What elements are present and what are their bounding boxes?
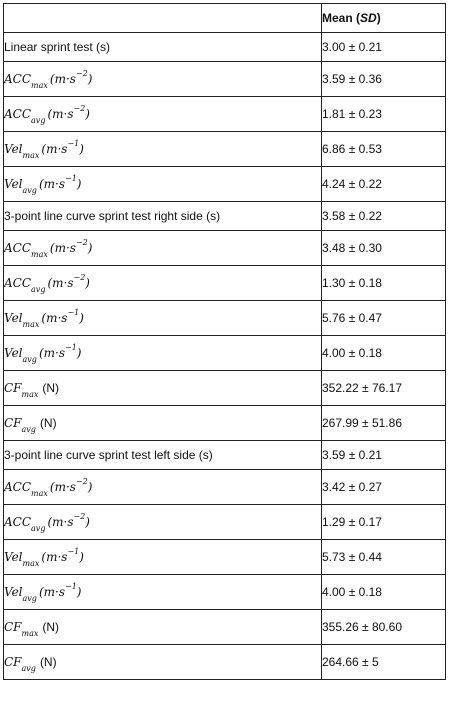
- metric-exponent: −2: [75, 237, 88, 247]
- section-value: 3.00 ± 0.21: [322, 33, 446, 62]
- metric-value: 3.59 ± 0.36: [322, 62, 446, 97]
- metric-unit: (m·s: [41, 141, 68, 156]
- metric-symbol: CF: [4, 415, 22, 430]
- metric-subscript: max: [22, 558, 40, 568]
- metric-label: [4, 406, 322, 441]
- metric-exponent: −1: [64, 581, 77, 591]
- metric-label: [4, 266, 322, 301]
- metric-subscript: avg: [21, 663, 36, 673]
- metric-subscript: avg: [22, 593, 37, 603]
- metric-exponent: −1: [67, 307, 80, 317]
- metric-unit: (m·s: [47, 106, 74, 121]
- metric-symbol: Vel: [4, 310, 23, 325]
- metric-exponent: −1: [67, 138, 80, 148]
- metric-subscript: avg: [31, 115, 46, 125]
- metric-subscript: max: [22, 150, 40, 160]
- metric-row: [4, 575, 446, 610]
- metric-subscript: avg: [21, 424, 36, 434]
- metric-label: [4, 132, 322, 167]
- metric-unit: (N): [39, 415, 57, 430]
- metric-value: 355.26 ± 80.60: [322, 610, 446, 645]
- metric-subscript: max: [21, 628, 39, 638]
- metric-symbol: Vel: [4, 584, 23, 599]
- metric-exponent: −1: [64, 173, 77, 183]
- metric-unit-close: ): [85, 275, 90, 290]
- metric-label: [4, 231, 322, 266]
- metric-symbol: CF: [4, 380, 22, 395]
- metric-subscript: max: [31, 488, 48, 498]
- metric-row: [4, 610, 446, 645]
- metric-symbol: ACC: [4, 275, 32, 290]
- metric-row: [4, 266, 446, 301]
- metric-exponent: −2: [75, 476, 88, 486]
- section-label: 3-point line curve sprint test right side (s): [4, 202, 322, 231]
- metric-unit: (m·s: [49, 240, 76, 255]
- metric-unit: (m·s: [41, 549, 68, 564]
- metric-unit: (N): [39, 654, 57, 669]
- metric-unit: (m·s: [47, 514, 74, 529]
- metric-subscript: avg: [22, 185, 37, 195]
- metric-row: [4, 371, 446, 406]
- metric-unit: (m·s: [41, 310, 68, 325]
- metric-unit: (m·s: [49, 479, 76, 494]
- metric-exponent: −1: [67, 546, 80, 556]
- metric-unit-close: ): [85, 106, 90, 121]
- metric-unit-close: ): [79, 549, 84, 564]
- metric-value: 4.24 ± 0.22: [322, 167, 446, 202]
- metric-unit-close: ): [87, 240, 93, 255]
- metric-value: 264.66 ± 5: [322, 645, 446, 680]
- metric-value: 5.73 ± 0.44: [322, 540, 446, 575]
- section-value: 3.59 ± 0.21: [322, 441, 446, 470]
- metric-label: [4, 62, 322, 97]
- metric-subscript: avg: [22, 354, 37, 364]
- metric-label: [4, 505, 322, 540]
- metric-unit: (N): [42, 380, 60, 395]
- metric-label: [4, 301, 322, 336]
- header-label-cell: [4, 4, 322, 33]
- metric-row: [4, 97, 446, 132]
- metric-value: 1.30 ± 0.18: [322, 266, 446, 301]
- metric-symbol: Vel: [4, 141, 23, 156]
- metric-symbol: CF: [4, 619, 22, 634]
- section-row: [4, 441, 446, 470]
- metric-row: [4, 540, 446, 575]
- metric-label: [4, 540, 322, 575]
- metric-symbol: ACC: [4, 106, 32, 121]
- header-mean: Mean (: [322, 11, 361, 25]
- metric-row: [4, 336, 446, 371]
- metric-symbol: CF: [4, 654, 22, 669]
- metric-subscript: max: [31, 80, 48, 90]
- table-body: [4, 33, 446, 680]
- metric-unit: (m·s: [49, 71, 76, 86]
- metric-value: 3.42 ± 0.27: [322, 470, 446, 505]
- section-label: Linear sprint test (s): [4, 33, 322, 62]
- metric-unit-close: ): [79, 141, 84, 156]
- metric-value: 352.22 ± 76.17: [322, 371, 446, 406]
- metric-row: [4, 645, 446, 680]
- metric-exponent: −2: [75, 68, 88, 78]
- metric-symbol: Vel: [4, 345, 23, 360]
- metric-symbol: ACC: [4, 71, 32, 86]
- metric-label: [4, 371, 322, 406]
- metric-unit: (m·s: [38, 176, 65, 191]
- metric-label: [4, 610, 322, 645]
- metric-value: 1.81 ± 0.23: [322, 97, 446, 132]
- metric-subscript: max: [21, 389, 39, 399]
- metric-exponent: −2: [73, 511, 86, 521]
- metric-unit-close: ): [76, 584, 82, 599]
- metric-row: [4, 167, 446, 202]
- metric-unit-close: ): [85, 514, 90, 529]
- metric-unit-close: ): [79, 310, 84, 325]
- metric-row: [4, 470, 446, 505]
- metric-row: [4, 505, 446, 540]
- metric-row: [4, 231, 446, 266]
- metric-row: [4, 62, 446, 97]
- metric-label: [4, 97, 322, 132]
- metric-value: 4.00 ± 0.18: [322, 336, 446, 371]
- metric-label: [4, 470, 322, 505]
- metric-label: [4, 167, 322, 202]
- section-value: 3.58 ± 0.22: [322, 202, 446, 231]
- metric-label: [4, 336, 322, 371]
- metric-symbol: ACC: [4, 514, 32, 529]
- metric-label: [4, 575, 322, 610]
- metric-unit-close: ): [87, 71, 93, 86]
- metric-subscript: avg: [31, 523, 46, 533]
- metric-subscript: max: [22, 319, 40, 329]
- metric-value: 4.00 ± 0.18: [322, 575, 446, 610]
- metric-symbol: Vel: [4, 549, 23, 564]
- metric-unit-close: ): [87, 479, 93, 494]
- header-close: ): [376, 11, 381, 25]
- metric-exponent: −2: [73, 103, 86, 113]
- metric-row: [4, 406, 446, 441]
- statistics-table: [3, 3, 446, 680]
- metric-value: 3.48 ± 0.30: [322, 231, 446, 266]
- section-row: [4, 33, 446, 62]
- metric-unit-close: ): [76, 176, 82, 191]
- metric-unit-close: ): [76, 345, 82, 360]
- metric-unit: (m·s: [38, 345, 65, 360]
- header-mean-cell: [322, 4, 446, 33]
- metric-value: 5.76 ± 0.47: [322, 301, 446, 336]
- metric-row: [4, 132, 446, 167]
- section-label: 3-point line curve sprint test left side (s): [4, 441, 322, 470]
- metric-value: 267.99 ± 51.86: [322, 406, 446, 441]
- metric-exponent: −1: [64, 342, 77, 352]
- metric-symbol: ACC: [4, 240, 32, 255]
- metric-exponent: −2: [73, 272, 86, 282]
- metric-unit: (m·s: [38, 584, 65, 599]
- metric-symbol: Vel: [4, 176, 23, 191]
- metric-label: [4, 645, 322, 680]
- metric-unit: (N): [42, 619, 60, 634]
- metric-subscript: max: [31, 249, 48, 259]
- metric-symbol: ACC: [4, 479, 32, 494]
- metric-value: 1.29 ± 0.17: [322, 505, 446, 540]
- metric-subscript: avg: [31, 284, 46, 294]
- metric-value: 6.86 ± 0.53: [322, 132, 446, 167]
- header-sd: SD: [360, 11, 377, 25]
- metric-unit: (m·s: [47, 275, 74, 290]
- metric-row: [4, 301, 446, 336]
- header-row: [4, 4, 446, 33]
- section-row: [4, 202, 446, 231]
